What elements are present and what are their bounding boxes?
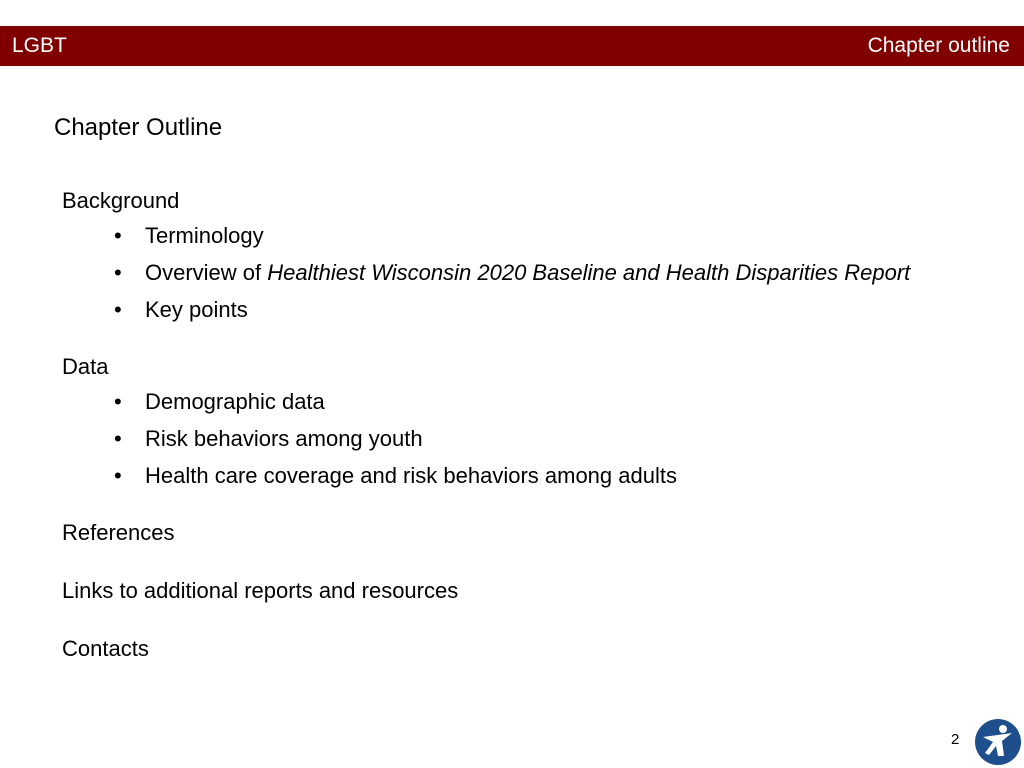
item-text: Health care coverage and risk behaviors among adults	[145, 463, 677, 488]
item-text: Key points	[145, 297, 248, 322]
section-heading: References	[62, 520, 175, 545]
header-right-label: Chapter outline	[867, 34, 1010, 57]
section-heading: Links to additional reports and resources	[62, 578, 459, 603]
item-list	[62, 221, 982, 325]
logo-figure-head	[999, 725, 1007, 733]
chapter-outline	[62, 185, 982, 691]
list-item	[62, 221, 982, 251]
page-number: 2	[951, 731, 960, 748]
item-text: Demographic data	[145, 389, 325, 414]
item-text: Terminology	[145, 223, 264, 248]
list-item	[62, 295, 982, 325]
section-heading: Data	[62, 354, 109, 379]
section-references	[62, 517, 982, 549]
logo-graphic	[974, 718, 1022, 766]
item-text: Risk behaviors among youth	[145, 426, 423, 451]
section-heading: Contacts	[62, 636, 149, 661]
section-contacts	[62, 633, 982, 665]
list-item	[62, 461, 982, 491]
bullet: •	[114, 426, 122, 451]
item-list	[62, 387, 982, 491]
report-title: Healthiest Wisconsin 2020 Baseline and Health Disparities Report	[267, 260, 911, 285]
wisconsin-dhs-logo-icon	[974, 718, 1022, 766]
section-heading: Background	[62, 188, 180, 213]
section-links	[62, 575, 982, 607]
bullet: •	[114, 260, 122, 285]
header-bar	[0, 26, 1024, 66]
list-item	[62, 258, 982, 288]
header-left-label: LGBT	[12, 34, 67, 57]
item-text-prefix: Overview of	[145, 260, 268, 285]
bullet: •	[114, 223, 122, 248]
bullet: •	[114, 297, 122, 322]
list-item	[62, 387, 982, 417]
list-item	[62, 424, 982, 454]
bullet: •	[114, 463, 122, 488]
section-data	[62, 351, 982, 491]
bullet: •	[114, 389, 122, 414]
section-background	[62, 185, 982, 325]
page-title: Chapter Outline	[54, 114, 223, 141]
